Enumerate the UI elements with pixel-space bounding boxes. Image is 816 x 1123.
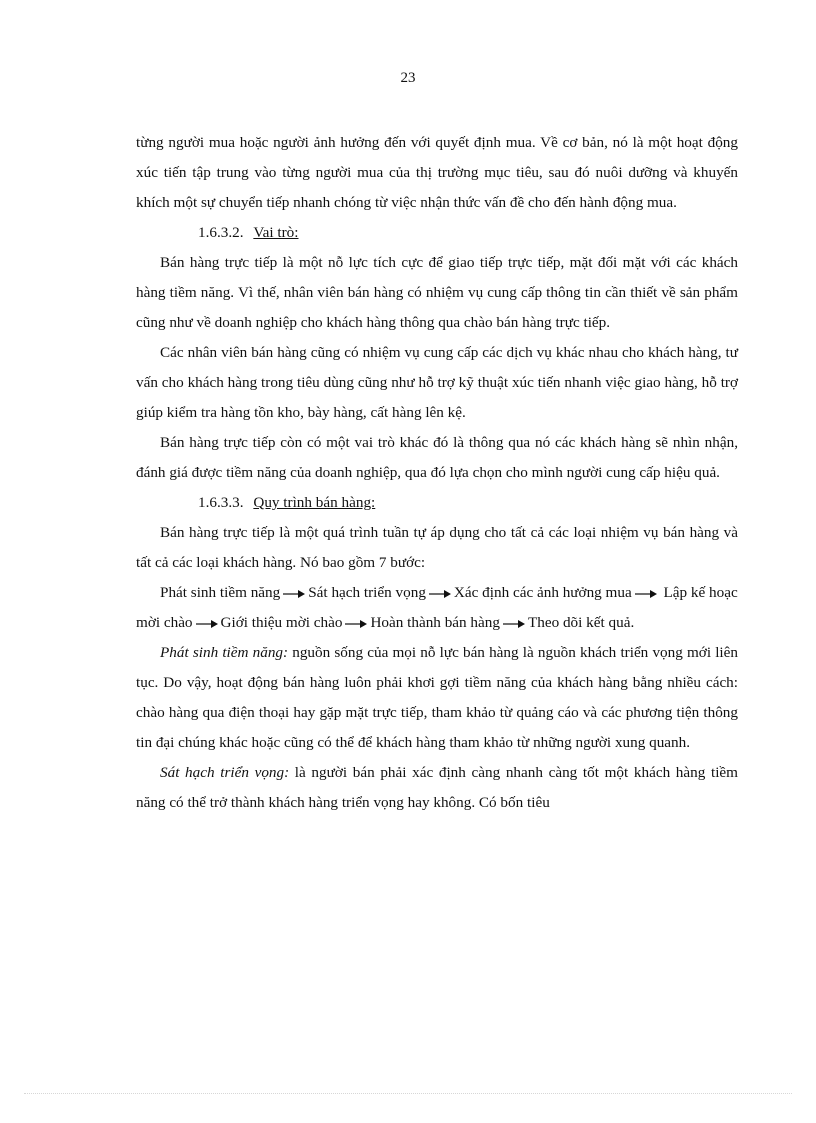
- right-arrow-icon: [429, 589, 451, 599]
- right-arrow-icon: [196, 619, 218, 629]
- flow-step: Lập kế hoạc mời chào: [136, 584, 738, 631]
- step-description: là người bán phải xác định càng nhanh càng tốt một khách hàng tiềm năng có thể trở thành khách hàng triển vọng hay không. Có bốn tiêu: [136, 764, 738, 811]
- step-term: Sát hạch triển vọng:: [160, 764, 290, 781]
- right-arrow-icon: [635, 589, 657, 599]
- right-arrow-icon: [345, 619, 367, 629]
- paragraph-role-3: Bán hàng trực tiếp còn có một vai trò khác đó là thông qua nó các khách hàng sẽ nhìn nhận, đánh giá được tiềm năng của doanh nghiệp, qua đó lựa chọn cho mình người cung cấp hiệu quả.: [136, 434, 738, 481]
- paragraph-role-2: Các nhân viên bán hàng cũng có nhiệm vụ cung cấp các dịch vụ khác nhau cho khách hàng, tư vấn cho khách hàng trong tiêu dùng cũng như hỗ trợ kỹ thuật xúc tiến nhanh việc giao hàng, hỗ trợ giúp kiểm tra hàng tồn kho, bày hàng, cất hàng lên kệ.: [136, 344, 738, 421]
- flow-step: Theo dõi kết quả.: [527, 614, 635, 631]
- section-number: 1.6.3.3.: [198, 494, 244, 511]
- flow-step: Xác định các ảnh hưởng mua: [453, 584, 632, 601]
- page-bottom-rule: [24, 1093, 792, 1094]
- flow-step: Giới thiệu mời chào: [220, 614, 343, 631]
- step-term: Phát sinh tiềm năng:: [160, 644, 289, 661]
- paragraph-step-1: [136, 638, 738, 758]
- page-number: 23: [400, 70, 416, 86]
- page-content: [136, 128, 738, 818]
- section-number: 1.6.3.2.: [198, 224, 244, 241]
- step-description: nguồn sống của mọi nỗ lực bán hàng là nguồn khách triển vọng mới liên tục. Do vậy, hoạt động bán hàng luôn phải khơi gợi tiềm năng của khách hàng bằng nhiều cách: chào hàng qua điện thoại hay gặp mặt trực tiếp, tham khảo từ quảng cáo và các phương tiện thông tin đại chúng khác hoặc cũng có thể để khách hàng tham khảo từ những người xung quanh.: [136, 644, 738, 751]
- paragraph-step-2: [136, 758, 738, 818]
- flow-step: Sát hạch triển vọng: [308, 584, 426, 601]
- paragraph-process-intro: Bán hàng trực tiếp là một quá trình tuần tự áp dụng cho tất cả các loại nhiệm vụ bán hàng và tất cả các loại khách hàng. Nó bao gồm 7 bước:: [136, 524, 738, 571]
- section-title: Vai trò:: [253, 224, 299, 241]
- section-title: Quy trình bán hàng:: [253, 494, 376, 511]
- paragraph-intro: từng người mua hoặc người ảnh hưởng đến với quyết định mua. Về cơ bản, nó là một hoạt động xúc tiến tập trung vào từng người mua của thị trường mục tiêu, sau đó nuôi dưỡng và khuyến khích một sự chuyển tiếp nhanh chóng từ việc nhận thức vấn đề cho đến hành động mua.: [136, 134, 738, 211]
- paragraph-role-1: Bán hàng trực tiếp là một nỗ lực tích cực để giao tiếp trực tiếp, mặt đối mặt với các khách hàng tiềm năng. Vì thế, nhân viên bán hàng có nhiệm vụ cung cấp thông tin cần thiết về sản phẩm cũng như về doanh nghiệp cho khách hàng thông qua chào bán hàng trực tiếp.: [136, 254, 738, 331]
- section-heading-quy-trinh: [136, 488, 738, 518]
- section-heading-vai-tro: [136, 218, 738, 248]
- flow-step: Hoàn thành bán hàng: [370, 614, 500, 631]
- flow-step: Phát sinh tiềm năng: [160, 584, 281, 601]
- process-flow: [136, 578, 738, 638]
- right-arrow-icon: [283, 589, 305, 599]
- right-arrow-icon: [503, 619, 525, 629]
